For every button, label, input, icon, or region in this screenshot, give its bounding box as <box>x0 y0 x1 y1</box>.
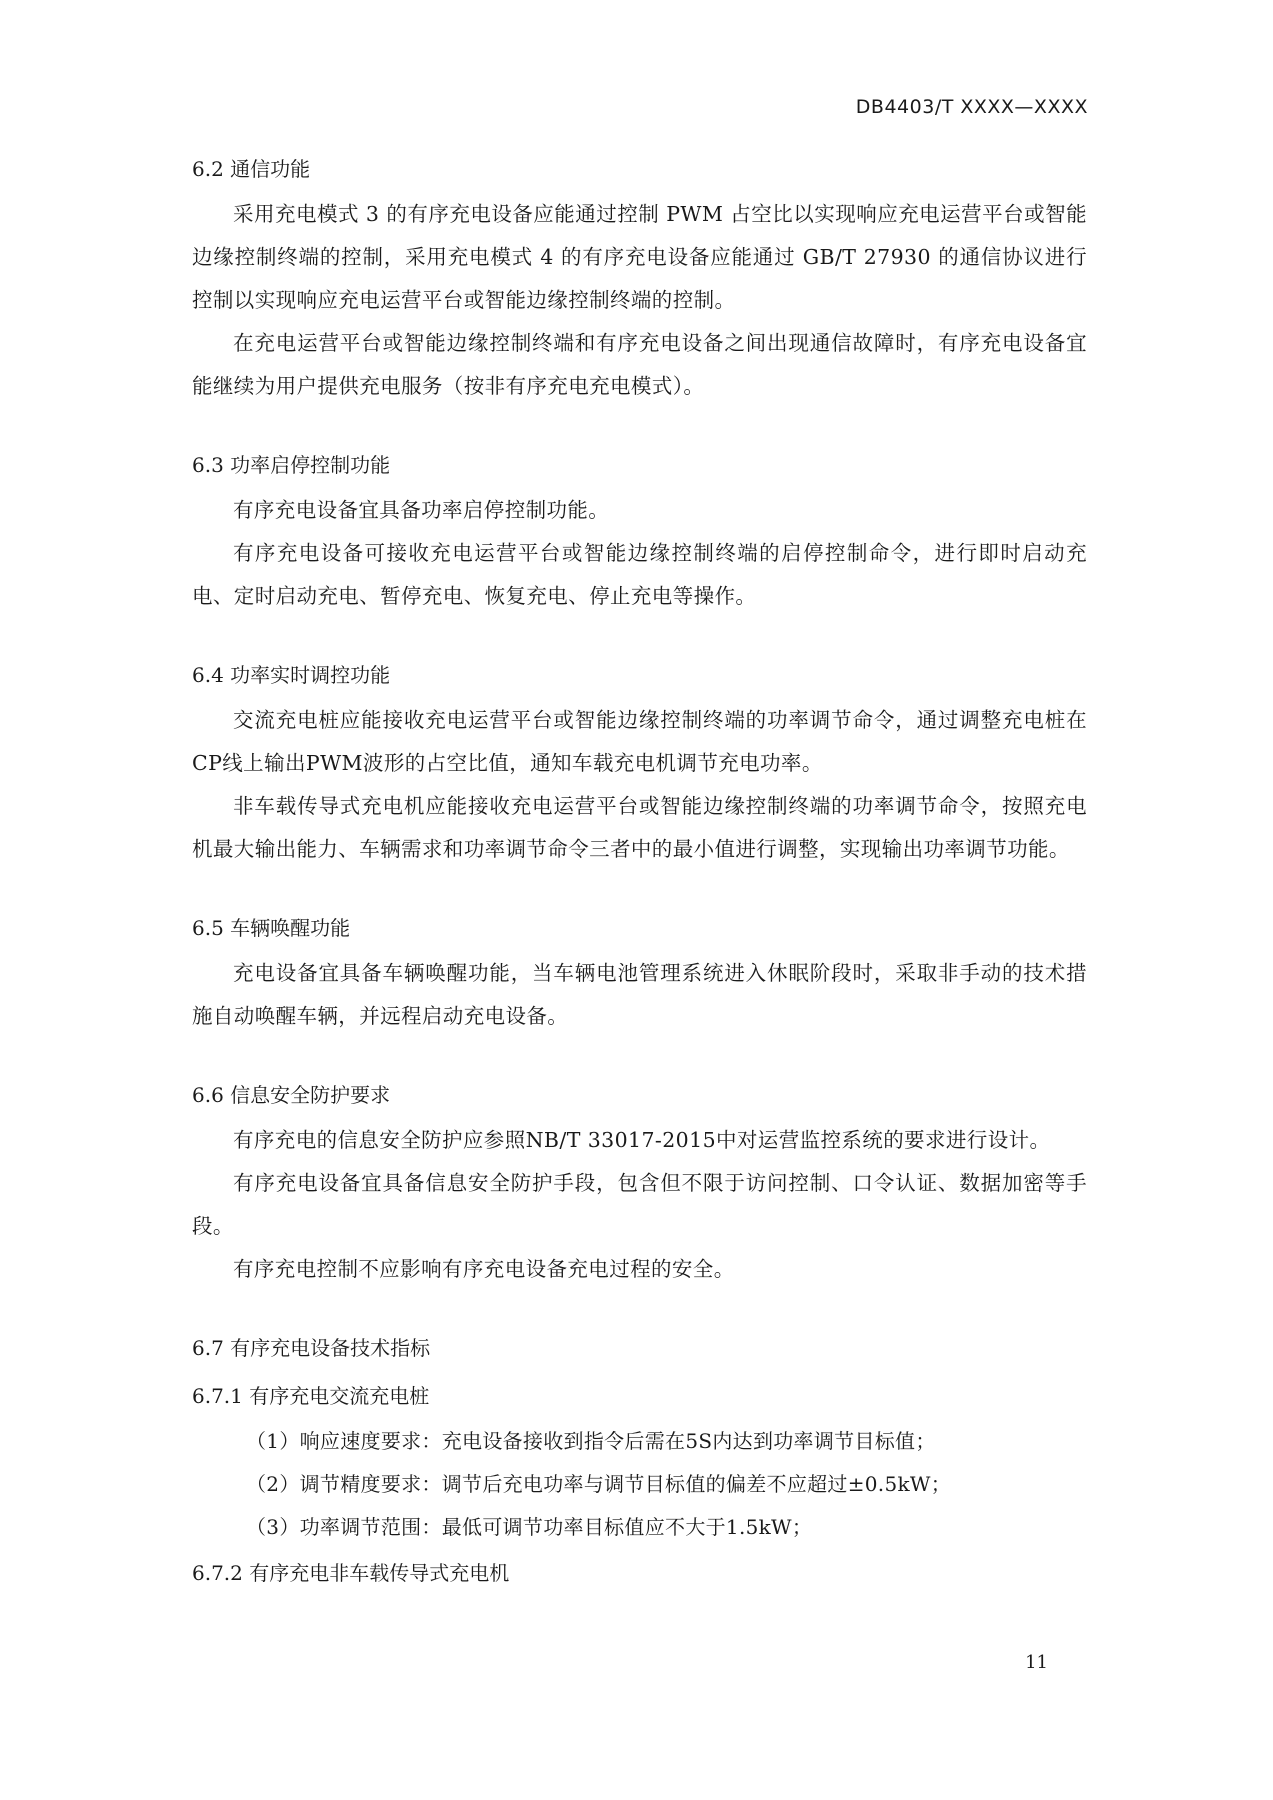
section-6-6-title: 6.6 信息安全防护要求 <box>192 1083 391 1107</box>
section-6-6-paragraph-3: 有序充电控制不应影响有序充电设备充电过程的安全。 <box>233 1257 735 1281</box>
section-gap <box>192 1038 1087 1071</box>
page-number: 11 <box>1025 1652 1048 1673</box>
section-6-3-paragraph-2: 有序充电设备可接收充电运营平台或智能边缘控制终端的启停控制命令，进行即时启动充电、定时启动充电、暂停充电、恢复充电、停止充电等操作。 <box>192 541 1087 608</box>
section-6-6-paragraph-2: 有序充电设备宜具备信息安全防护手段，包含但不限于访问控制、口令认证、数据加密等手段。 <box>192 1171 1087 1238</box>
section-6-6-paragraph-1: 有序充电的信息安全防护应参照NB/T 33017-2015中对运营监控系统的要求进行设计。 <box>233 1128 1051 1152</box>
section-gap <box>192 1291 1087 1324</box>
requirement-item: （3）功率调节范围：最低可调节功率目标值应不大于1.5kW； <box>246 1515 813 1539</box>
requirement-item: （2）调节精度要求：调节后充电功率与调节目标值的偏差不应超过±0.5kW； <box>246 1472 952 1496</box>
section-6-2-paragraph-1: 采用充电模式 3 的有序充电设备应能通过控制 PWM 占空比以实现响应充电运营平台或智能边缘控制终端的控制，采用充电模式 4 的有序充电设备应能通过 GB/T 27930 的通信协议进行控制以实现响应充电运营平台或智能边缘控制终端的控制。 <box>192 202 1087 312</box>
section-6-2-title: 6.2 通信功能 <box>192 157 311 181</box>
section-gap <box>192 618 1087 651</box>
section-6-5-paragraph-1: 充电设备宜具备车辆唤醒功能，当车辆电池管理系统进入休眠阶段时，采取非手动的技术措施自动唤醒车辆，并远程启动充电设备。 <box>192 961 1087 1028</box>
section-6-3-title: 6.3 功率启停控制功能 <box>192 453 391 477</box>
section-6-3-paragraph-1: 有序充电设备宜具备功率启停控制功能。 <box>233 498 610 522</box>
document-body <box>192 145 1087 1597</box>
section-gap <box>192 408 1087 441</box>
section-6-5-title: 6.5 车辆唤醒功能 <box>192 916 351 940</box>
document-code: DB4403/T XXXX—XXXX <box>855 96 1088 118</box>
section-6-4-title: 6.4 功率实时调控功能 <box>192 663 391 687</box>
section-6-4-paragraph-1: 交流充电桩应能接收充电运营平台或智能边缘控制终端的功率调节命令，通过调整充电桩在CP线上输出PWM波形的占空比值，通知车载充电机调节充电功率。 <box>192 708 1087 775</box>
section-6-7-title: 6.7 有序充电设备技术指标 <box>192 1336 431 1360</box>
requirement-item: （1）响应速度要求：充电设备接收到指令后需在5S内达到功率调节目标值； <box>246 1429 936 1453</box>
section-6-2-paragraph-2: 在充电运营平台或智能边缘控制终端和有序充电设备之间出现通信故障时，有序充电设备宜能继续为用户提供充电服务（按非有序充电充电模式）。 <box>192 331 1087 398</box>
section-6-4-paragraph-2: 非车载传导式充电机应能接收充电运营平台或智能边缘控制终端的功率调节命令，按照充电机最大输出能力、车辆需求和功率调节命令三者中的最小值进行调整，实现输出功率调节功能。 <box>192 794 1087 861</box>
section-gap <box>192 871 1087 904</box>
subsection-6-7-1-title: 6.7.1 有序充电交流充电桩 <box>192 1384 430 1408</box>
subsection-6-7-2-title: 6.7.2 有序充电非车载传导式充电机 <box>192 1561 510 1585</box>
